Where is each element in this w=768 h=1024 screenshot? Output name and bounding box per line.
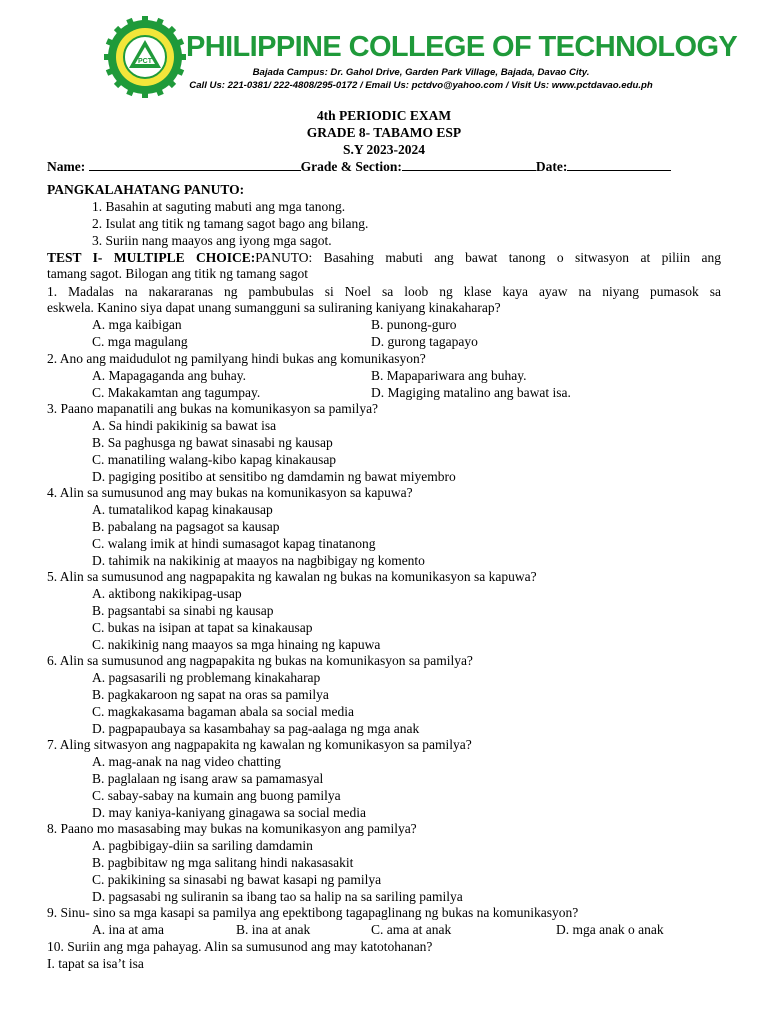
exam-grade: GRADE 8- TABAMO ESP bbox=[306, 125, 462, 140]
q4-option-c[interactable]: C. walang imik at hindi sumasagot kapag tinatanong bbox=[92, 536, 376, 551]
test1-instruction bbox=[47, 250, 721, 266]
q3-option-d[interactable]: D. pagiging positibo at sensitibo ng damdamin ng bawat miyembro bbox=[92, 469, 456, 484]
date-blank[interactable] bbox=[567, 158, 671, 171]
q4-option-a[interactable]: A. tumatalikod kapag kinakausap bbox=[92, 502, 273, 517]
q2-option-a[interactable]: A. Mapagaganda ang buhay. bbox=[92, 368, 246, 383]
q4-option-d[interactable]: D. tahimik na nakikinig at maayos na nagbibigay ng komento bbox=[92, 553, 425, 568]
q5-option-d[interactable]: C. nakikinig nang maayos sa mga hinaing ng kapuwa bbox=[92, 637, 381, 652]
name-label: Name: bbox=[47, 159, 89, 174]
q5-option-c[interactable]: C. bukas na isipan at tapat sa kinakausap bbox=[92, 620, 313, 635]
q9-option-d[interactable]: D. mga anak o anak bbox=[556, 922, 664, 937]
q6-option-a[interactable]: A. pagsasarili ng problemang kinakaharap bbox=[92, 670, 321, 685]
q2-option-c[interactable]: C. Makakamtan ang tagumpay. bbox=[92, 385, 261, 400]
q8-option-d[interactable]: D. pagsasabi ng suliranin sa ibang tao sa halip na sa sariling pamilya bbox=[92, 889, 463, 904]
grade-section-label: Grade & Section: bbox=[300, 159, 402, 174]
instruction-item: 2. Isulat ang titik ng tamang sagot bago ang bilang. bbox=[92, 216, 369, 231]
q7-option-b[interactable]: B. paglalaan ng isang araw sa pamamasyal bbox=[92, 771, 324, 786]
q4-option-b[interactable]: B. pabalang na pagsagot sa kausap bbox=[92, 519, 280, 534]
instruction-item: 1. Basahin at saguting mabuti ang mga tanong. bbox=[92, 199, 346, 214]
question-1: 1. Madalas na nakararanas ng pambubulas si Noel sa loob ng klase kaya ayaw na niyang pumasok sa bbox=[47, 284, 721, 299]
q1-option-d[interactable]: D. gurong tagapayo bbox=[371, 334, 478, 349]
q2-option-b[interactable]: B. Mapapariwara ang buhay. bbox=[371, 368, 527, 383]
question-6: 6. Alin sa sumusunod ang nagpapakita ng bukas na komunikasyon sa pamilya? bbox=[47, 653, 473, 668]
college-name: PHILIPPINE COLLEGE OF TECHNOLOGY bbox=[186, 31, 738, 63]
question-5: 5. Alin sa sumusunod ang nagpapakita ng kawalan ng bukas na komunikasyon sa kapuwa? bbox=[47, 569, 537, 584]
q7-option-c[interactable]: C. sabay-sabay na kumain ang buong pamilya bbox=[92, 788, 341, 803]
q3-option-b[interactable]: B. Sa paghusga ng bawat sinasabi ng kausap bbox=[92, 435, 333, 450]
question-8: 8. Paano mo masasabing may bukas na komunikasyon ang pamilya? bbox=[47, 821, 417, 836]
test1-heading: TEST I- MULTIPLE CHOICE: bbox=[47, 250, 256, 265]
date-label: Date: bbox=[535, 159, 568, 174]
test1-instruction-text: PANUTO: Basahing mabuti ang bawat tanong o sitwasyon at piliin ang bbox=[255, 250, 721, 265]
campus-address: Bajada Campus: Dr. Gahol Drive, Garden Park Village, Bajada, Davao City. bbox=[252, 67, 590, 78]
general-instructions-heading: PANGKALAHATANG PANUTO: bbox=[47, 182, 245, 197]
contact-info: Call Us: 221-0381/ 222-4808/295-0172 / Email Us: pctdvo@yahoo.com / Visit Us: www.pctdavao.edu.ph bbox=[189, 80, 653, 91]
q6-option-c[interactable]: C. magkakasama bagaman abala sa social media bbox=[92, 704, 355, 719]
q8-option-c[interactable]: C. pakikining sa sinasabi ng bawat kasapi ng pamilya bbox=[92, 872, 382, 887]
question-7: 7. Aling sitwasyon ang nagpapakita ng kawalan ng komunikasyon sa pamilya? bbox=[47, 737, 472, 752]
grade-section-blank[interactable] bbox=[402, 158, 536, 171]
exam-title: 4th PERIODIC EXAM bbox=[316, 108, 452, 123]
q8-option-b[interactable]: B. pagbibitaw ng mga salitang hindi nakasasakit bbox=[92, 855, 354, 870]
question-2: 2. Ano ang maidudulot ng pamilyang hindi bukas ang komunikasyon? bbox=[47, 351, 426, 366]
q3-option-a[interactable]: A. Sa hindi pakikinig sa bawat isa bbox=[92, 418, 277, 433]
q5-option-a[interactable]: A. aktibong nakikipag-usap bbox=[92, 586, 242, 601]
logo-text: PCT bbox=[138, 58, 152, 65]
question-10: 10. Suriin ang mga pahayag. Alin sa sumusunod ang may katotohanan? bbox=[47, 939, 433, 954]
name-blank[interactable] bbox=[89, 158, 301, 171]
q9-option-a[interactable]: A. ina at ama bbox=[92, 922, 164, 937]
q7-option-d[interactable]: D. may kaniya-kaniyang ginagawa sa social media bbox=[92, 805, 367, 820]
question-1-cont: eskwela. Kanino siya dapat unang sumangguni sa suliraning kaniyang kinakaharap? bbox=[47, 300, 501, 315]
instruction-item: 3. Suriin nang maayos ang iyong mga sagot. bbox=[92, 233, 332, 248]
question-4: 4. Alin sa sumusunod ang may bukas na komunikasyon sa kapuwa? bbox=[47, 485, 413, 500]
q6-option-b[interactable]: B. pagkakaroon ng sapat na oras sa pamilya bbox=[92, 687, 329, 702]
q9-option-b[interactable]: B. ina at anak bbox=[236, 922, 311, 937]
school-year: S.Y 2023-2024 bbox=[342, 142, 425, 157]
test1-instruction-cont: tamang sagot. Bilogan ang titik ng tamang sagot bbox=[47, 266, 308, 281]
college-logo bbox=[104, 16, 186, 98]
q2-option-d[interactable]: D. Magiging matalino ang bawat isa. bbox=[371, 385, 571, 400]
q1-option-a[interactable]: A. mga kaibigan bbox=[92, 317, 182, 332]
q1-option-b[interactable]: B. punong-guro bbox=[371, 317, 457, 332]
q5-option-b[interactable]: B. pagsantabi sa sinabi ng kausap bbox=[92, 603, 274, 618]
q7-option-a[interactable]: A. mag-anak na nag video chatting bbox=[92, 754, 281, 769]
q1-option-c[interactable]: C. mga magulang bbox=[92, 334, 188, 349]
question-9: 9. Sinu- sino sa mga kasapi sa pamilya ang epektibong tagapaglinang ng bukas na komunikasyon? bbox=[47, 905, 579, 920]
student-info-row bbox=[47, 158, 671, 175]
q9-option-c[interactable]: C. ama at anak bbox=[371, 922, 452, 937]
q3-option-c[interactable]: C. manatiling walang-kibo kapag kinakausap bbox=[92, 452, 337, 467]
question-3: 3. Paano mapanatili ang bukas na komunikasyon sa pamilya? bbox=[47, 401, 379, 416]
q8-option-a[interactable]: A. pagbibigay-diin sa sariling damdamin bbox=[92, 838, 313, 853]
q6-option-d[interactable]: D. pagpapaubaya sa kasambahay sa pag-aalaga ng mga anak bbox=[92, 721, 420, 736]
q10-statement-1: I. tapat sa isa’t isa bbox=[47, 956, 144, 971]
